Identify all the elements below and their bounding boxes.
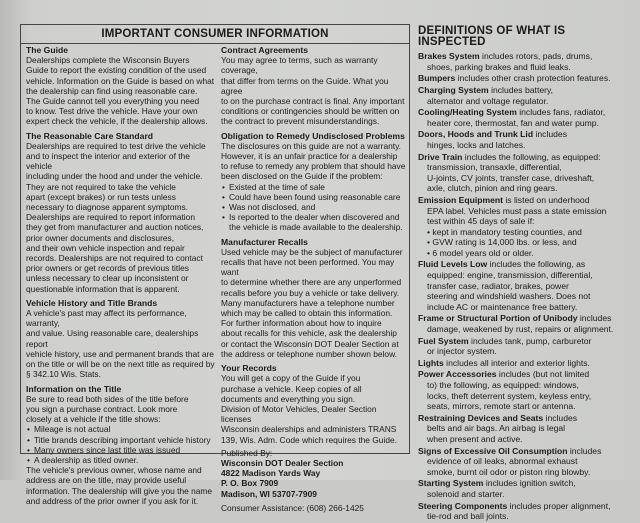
text-line: Madison, WI 53707-7909 — [221, 488, 317, 499]
definition-text: includes — [577, 313, 612, 324]
text-line: expert check the vehicle, if the dealership allows. — [26, 116, 208, 127]
text-line: Dealerships are required to test drive the vehicle — [26, 140, 206, 151]
definition-continuation: locks, theft deterrent system, keyless entry, — [427, 390, 592, 401]
text-line: and their own vehicle inspection and repair — [26, 242, 185, 253]
title-info-bullets — [26, 424, 216, 465]
reasonable-care-heading: The Reasonable Care Standard — [26, 130, 154, 141]
text-line: closely at a vehicle if the title shows: — [26, 414, 161, 425]
definition-first-line — [418, 152, 636, 163]
text-line: Wisconsin dealerships and administers TRANS — [221, 424, 397, 435]
definition-first-line — [418, 107, 636, 118]
definition-item — [418, 358, 636, 369]
consumer-phone: Consumer Assistance: (608) 266-1425 — [221, 502, 364, 513]
definition-text: includes (but not limited — [496, 369, 590, 380]
text-line: to refuse to remedy any problem that should have — [221, 161, 406, 172]
definition-continuation: axle, clutch, pinion and ring gears. — [427, 183, 558, 194]
text-line: necessary to diagnose apparent symptoms. — [26, 202, 189, 213]
definition-first-line — [418, 313, 636, 324]
definition-item — [418, 369, 636, 411]
text-line: Used vehicle may be the subject of manufacturer — [221, 246, 403, 257]
definition-first-line — [418, 501, 636, 512]
text-line: information. The dealership will give you the name — [26, 485, 213, 496]
definition-term: Restraining Devices and Seats — [418, 412, 544, 423]
definition-continuation: seats, mirrors, remote start or antenna. — [427, 401, 576, 412]
definition-item — [418, 446, 636, 478]
definition-item — [418, 152, 636, 194]
definition-term: Signs of Excessive Oil Consumption — [418, 445, 568, 456]
definition-item — [418, 73, 636, 84]
definition-continuation: shoes, parking brakes and fluid leaks. — [427, 61, 571, 72]
definition-continuation: equipped: engine, transmission, differential, — [427, 270, 593, 281]
definition-first-line — [418, 195, 636, 206]
text-line: P. O. Box 7909 — [221, 478, 279, 489]
definition-continuation: steering and windshield washers. Does not — [427, 291, 591, 302]
text-line: and address of the prior owner if you ask for it. — [26, 495, 199, 506]
guide-text — [26, 55, 216, 126]
definition-first-line — [418, 73, 636, 84]
text-line: recalls that have not been performed. You may want — [221, 257, 395, 278]
definition-continuation: include AC or maintenance free battery. — [427, 301, 578, 312]
definitions-list — [418, 51, 636, 522]
middle-column — [221, 45, 407, 513]
definition-term: Steering Components — [418, 500, 508, 511]
text-line: purchase a vehicle. Keep copies of all — [221, 383, 362, 394]
obligation-text — [221, 141, 407, 182]
text-line: The disclosures on this guide are not a warranty. — [221, 140, 402, 151]
records-heading: Your Records — [221, 363, 277, 374]
consumer-information-title: IMPORTANT CONSUMER INFORMATION — [101, 28, 329, 40]
text-line: unless necessary to clear up inconsistent or — [26, 273, 189, 284]
text-line: Guide to report the existing condition of the used — [26, 65, 207, 76]
text-line: However, it is an unfair practice for a dealership — [221, 151, 398, 162]
definition-first-line — [418, 413, 636, 424]
text-line: vehicle. Information on the Guide is based on what — [26, 75, 215, 86]
text-line: recalls before you buy a vehicle or take delivery. — [221, 287, 400, 298]
definition-continuation: transfer case, radiator, brakes, power — [427, 280, 569, 291]
definition-text: is listed on underhood — [503, 194, 590, 205]
title-info-heading: Information on the Title — [26, 383, 122, 394]
recalls-heading: Manufacturer Recalls — [221, 236, 308, 247]
text-line: and to inspect the interior and exterior of the vehicle — [26, 151, 190, 172]
definition-text: includes battery, — [488, 84, 554, 95]
bullet-item: • Mileage is not actual — [34, 424, 216, 434]
consumer-information-box — [20, 24, 410, 513]
text-line: to know. Test drive the vehicle. Have your own — [26, 106, 198, 117]
text-line: conditions or contingencies should be written on — [221, 106, 400, 117]
definition-first-line — [418, 446, 636, 457]
definition-term: Charging System — [418, 84, 489, 95]
definition-first-line — [418, 358, 636, 369]
definition-continuation: solenoid and starter. — [427, 488, 505, 499]
bullet-item: • Was not disclosed, and — [229, 202, 407, 212]
text-line: you sign a purchase contract. Look more — [26, 403, 178, 414]
guide-heading: The Guide — [26, 45, 69, 55]
text-line: to determine whether there are any unperformed — [221, 277, 402, 288]
definition-continuation: belts and air bags. An airbag is legal — [427, 423, 566, 434]
text-line: the dealership can find using reasonable care. — [26, 85, 198, 96]
definition-text: includes — [567, 445, 602, 456]
definition-text: includes — [543, 412, 578, 423]
definition-term: Frame or Structural Portion of Unibody — [418, 313, 578, 324]
bullet-item: • Could have been found using reasonable care — [229, 192, 407, 202]
definition-term: Drive Train — [418, 151, 463, 162]
definition-first-line — [418, 336, 636, 347]
title-divider — [21, 43, 409, 44]
obligation-heading: Obligation to Remedy Undisclosed Problems — [221, 130, 405, 141]
definition-text: includes fans, radiator, — [516, 107, 606, 118]
definition-term: Doors, Hoods and Trunk Lid — [418, 129, 534, 140]
text-line: the contract to prevent misunderstandings. — [221, 116, 380, 127]
definition-text: includes the following, as — [487, 259, 586, 270]
definition-text: includes — [533, 129, 567, 140]
definition-first-line — [418, 85, 636, 96]
definition-first-line — [418, 129, 636, 140]
bullet-item: • A dealership as titled owner. — [34, 455, 216, 465]
definition-text: includes other crash protection features. — [455, 73, 611, 84]
definition-first-line — [418, 259, 636, 270]
text-line: Division of Motor Vehicles, Dealer Section licenses — [221, 403, 377, 425]
definition-item — [418, 478, 636, 499]
obligation-bullets — [221, 182, 407, 233]
text-line: questionable information that is apparent. — [26, 283, 180, 294]
definition-continuation: when present and active. — [427, 433, 523, 444]
definition-term: Brakes System — [418, 51, 480, 62]
definition-continuation: transmission, transaxle, differential, — [427, 162, 562, 173]
definition-item — [418, 51, 636, 72]
text-line: about recalls for this vehicle, ask the dealership — [221, 328, 397, 339]
definition-first-line — [418, 369, 636, 380]
text-line: prior owner documents and disclosures, — [26, 232, 175, 243]
text-line: and value. Using reasonable care, dealerships report — [26, 328, 199, 349]
definition-term: Cooling/Heating System — [418, 107, 517, 118]
definition-term: Bumpers — [418, 73, 456, 84]
definition-term: Power Accessories — [418, 369, 497, 380]
definition-continuation: test within 45 days of sale if: — [427, 216, 535, 227]
text-line: the address or telephone number shown below. — [221, 348, 397, 359]
definition-item — [418, 313, 636, 334]
text-line: Be sure to read both sides of the title before — [26, 393, 189, 404]
text-line: prior owners or get records of previous titles — [26, 263, 189, 274]
definition-term: Starting System — [418, 478, 484, 489]
text-line: 139, Wis. Adm. Code which requires the Guide. — [221, 434, 397, 445]
definition-term: Fuel System — [418, 335, 469, 346]
text-line: or contact the Wisconsin DOT Dealer Section at — [221, 338, 399, 349]
definition-item — [418, 107, 636, 128]
definition-text: includes the following, as equipped: — [462, 151, 601, 162]
definition-text: includes ignition switch, — [483, 478, 576, 489]
definition-item — [418, 85, 636, 106]
text-line: The Guide cannot tell you everything you need — [26, 96, 200, 107]
definition-continuation: hinges, locks and latches. — [427, 139, 526, 150]
text-line: that differ from terms on the Guide. What you agree — [221, 75, 389, 96]
left-column — [26, 45, 216, 506]
definition-continuation: damage, weakened by rust, repairs or alignment. — [427, 324, 614, 335]
bullet-item: • Many owners since last title was issued — [34, 445, 216, 455]
definition-first-line — [418, 51, 636, 62]
definition-continuation: • 6 model years old or older. — [427, 247, 534, 258]
definition-continuation: to) the following, as equipped: windows, — [427, 380, 579, 390]
definition-continuation: alternator and voltage regulator. — [427, 95, 549, 106]
history-heading: Vehicle History and Title Brands — [26, 297, 158, 308]
text-line: they get from manufacturer and auction notices, — [26, 222, 204, 233]
text-line: Dealerships complete the Wisconsin Buyers — [26, 55, 190, 66]
text-line: The vehicle's previous owner, whose name and — [26, 465, 202, 476]
definition-term: Emission Equipment — [418, 194, 503, 205]
definition-text: includes tank, pump, carburetor — [468, 335, 592, 346]
text-line: You may agree to terms, such as warranty coverage, — [221, 55, 378, 76]
text-line: You will get a copy of the Guide if you — [221, 373, 361, 384]
text-line: records. Dealerships are not required to contact — [26, 253, 203, 264]
history-text — [26, 308, 216, 379]
text-line: including under the hood and under the vehicle. — [26, 171, 203, 182]
definition-term: Fluid Levels Low — [418, 259, 488, 270]
text-line: on the title or will be on the next title as required by — [26, 359, 215, 370]
publisher-address — [221, 458, 407, 499]
contract-heading: Contract Agreements — [221, 45, 309, 55]
definition-item — [418, 413, 636, 445]
bullet-item: • Title brands describing important vehicle history — [34, 435, 216, 445]
text-line: vehicle history, use and permanent brands that are — [26, 348, 214, 359]
definition-continuation: heater core, thermostat, fan and water pump. — [427, 117, 599, 128]
definition-continuation: evidence of oil leaks, abnormal exhaust — [427, 456, 578, 467]
definition-continuation: or injector system. — [427, 346, 497, 357]
text-line: documents and everything you sign. — [221, 393, 356, 404]
definitions-panel — [418, 26, 636, 523]
text-line: Dealerships are required to report information — [26, 212, 195, 223]
publisher-label: Published By: — [221, 447, 273, 458]
definition-item — [418, 336, 636, 357]
definition-item — [418, 129, 636, 150]
text-line: been disclosed on the Guide if the problem: — [221, 171, 383, 182]
definition-continuation: U-joints, CV joints, transfer case, driveshaft, — [427, 172, 595, 183]
recalls-text — [221, 247, 407, 359]
definition-item — [418, 259, 636, 312]
text-line: A vehicle's past may affect its performance, warranty, — [26, 308, 187, 329]
definition-continuation: • GVW rating is 14,000 lbs. or less, and — [427, 237, 577, 248]
definition-text: includes rotors, pads, drums, — [479, 51, 593, 62]
bullet-item: • Is reported to the dealer when discovered and the vehicle is made available to the dealership. — [229, 212, 407, 232]
definition-continuation: • kept in mandatory testing counties, and — [427, 226, 582, 237]
definition-term: Lights — [418, 357, 444, 368]
definitions-title: DEFINITIONS OF WHAT IS INSPECTED — [418, 25, 566, 48]
text-line: address are on the title, may provide useful — [26, 475, 187, 486]
title-info-after — [26, 465, 216, 506]
definition-text: includes proper alignment, — [507, 500, 611, 511]
reasonable-care-text — [26, 141, 216, 294]
text-line: to on the purchase contract is final. Any important — [221, 96, 405, 107]
text-line: 4822 Madison Yards Way — [221, 468, 321, 479]
definition-continuation: smoke, burnt oil odor or piston ring blowby. — [427, 466, 591, 477]
definition-text: includes all interior and exterior lights. — [443, 357, 590, 368]
definition-item — [418, 501, 636, 522]
bullet-item: • Existed at the time of sale — [229, 182, 407, 192]
definition-continuation: EPA label. Vehicles must pass a state emission — [427, 205, 607, 216]
text-line: They are not required to take the vehicle — [26, 181, 176, 192]
text-line: Wisconsin DOT Dealer Section — [221, 457, 344, 468]
text-line: § 342.10 Wis. Stats. — [26, 369, 101, 380]
text-line: For further information about how to inquire — [221, 318, 382, 329]
definition-continuation: tie-rod and ball joints. — [427, 511, 509, 522]
title-info-text — [26, 394, 216, 425]
text-line: apart (except brakes) or run tests unless — [26, 191, 176, 202]
text-line: which may be called to obtain this information. — [221, 308, 393, 319]
records-text — [221, 373, 407, 444]
contract-text — [221, 55, 407, 126]
text-line: Many manufacturers have a telephone number — [221, 297, 395, 308]
definition-item — [418, 195, 636, 259]
